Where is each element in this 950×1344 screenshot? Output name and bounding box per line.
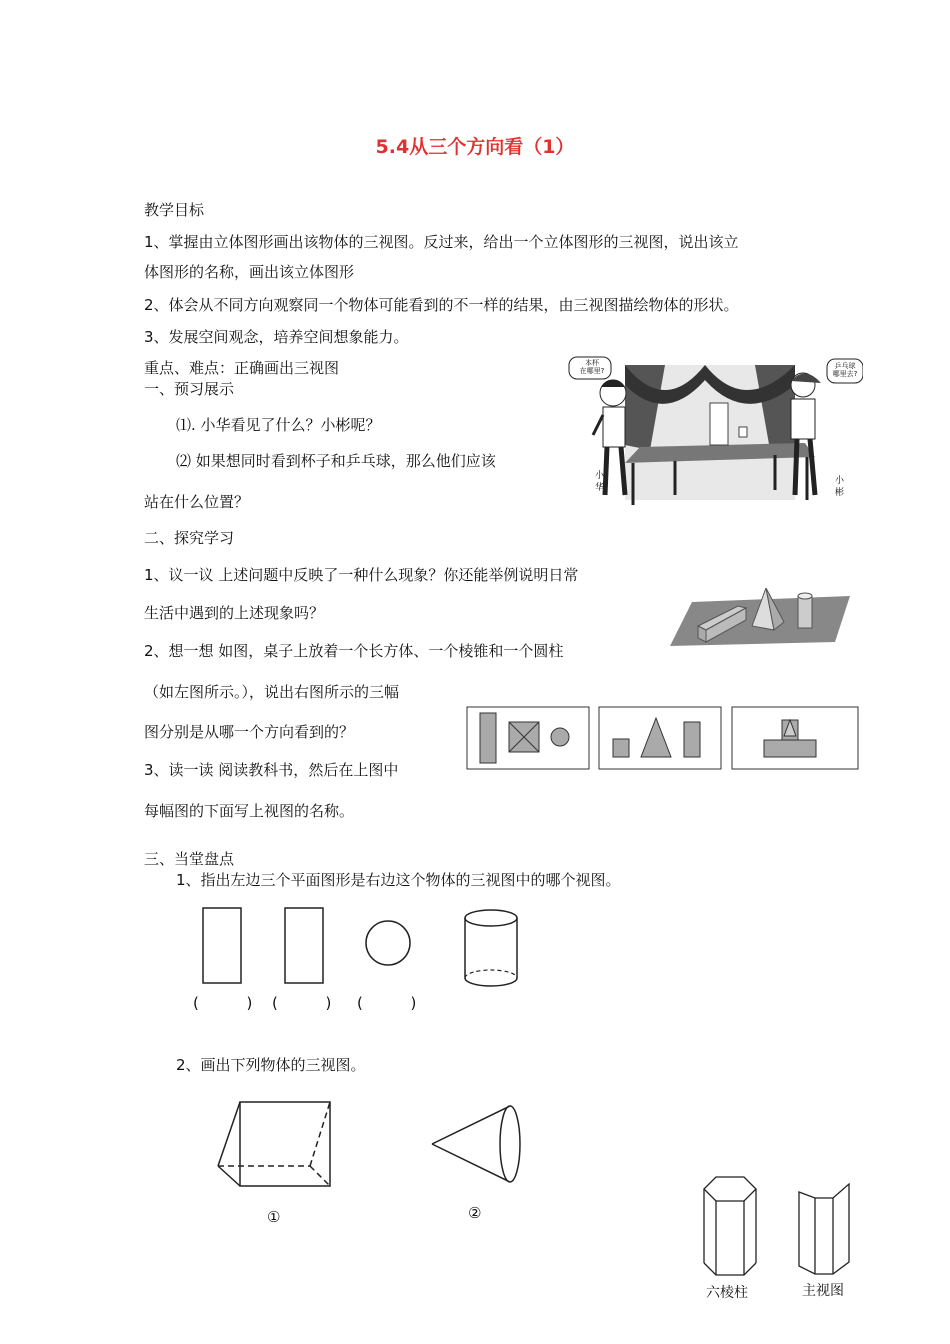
kid-name-left: 小 华 (595, 471, 605, 493)
rectangle-view-1 (203, 908, 241, 983)
exercise-line: 2、画出下列物体的三视图。 (176, 1056, 366, 1074)
front-view-label: 主视图 (802, 1283, 844, 1299)
kid-left-body (603, 407, 625, 447)
bottle-shape (710, 403, 728, 445)
cylinder-shape (798, 596, 812, 628)
cylinder-object (465, 910, 517, 926)
cup-shape (739, 427, 747, 437)
text-line: 图分别是从哪一个方向看到的？ (144, 723, 355, 741)
speech-bubble-right-text: 乒乓球 哪里去? (832, 362, 858, 378)
text-line: 3、读一读 阅读教科书，然后在上图中 (144, 761, 399, 779)
kid-name-right: 小 彬 (835, 476, 845, 498)
text-line: 1、议一议 上述问题中反映了一种什么现象？你还能举例说明日常 (144, 566, 579, 584)
page-title: 5.4从三个方向看（1） (375, 136, 575, 158)
text-line: 重点、难点：正确画出三视图 (144, 359, 340, 377)
answer-blank-1[interactable]: ( ) (193, 994, 253, 1012)
exercise-line: 1、指出左边三个平面图形是右边这个物体的三视图中的哪个视图。 (176, 871, 621, 889)
cone-solid-figure (430, 1102, 526, 1186)
text-line: （如左图所示。），说出右图所示的三幅 (144, 683, 400, 701)
prism-label: 六棱柱 (706, 1285, 748, 1301)
section-heading-review: 三、当堂盘点 (144, 850, 235, 868)
prism-solid-figure (212, 1098, 338, 1194)
figure-label-1: ① (267, 1208, 281, 1226)
question-line: ⑵ 如果想同时看到杯子和乒乓球，那么他们应该 (176, 452, 496, 470)
text-line: 1、掌握由立体图形画出该物体的三视图。反过来，给出一个立体图形的三视图，说出该立 (144, 233, 739, 251)
rectangle-view-2 (285, 908, 323, 983)
text-line: 每幅图的下面写上视图的名称。 (144, 802, 355, 820)
solids-on-table-figure (670, 588, 855, 648)
section-heading-objectives: 教学目标 (144, 201, 205, 219)
text-line: 3、发展空间观念，培养空间想象能力。 (144, 328, 409, 346)
question-line: 站在什么位置？ (144, 493, 250, 511)
text-line: 2、想一想 如图，桌子上放着一个长方体、一个棱锥和一个圆柱 (144, 642, 564, 660)
scene-illustration (565, 355, 863, 515)
kid-right-body (791, 399, 815, 439)
figure-label-2: ② (468, 1204, 482, 1222)
hexagonal-prism-figure (700, 1175, 760, 1280)
speech-bubble-left-text: 本杯 在哪里? (579, 359, 605, 375)
question-line: ⑴. 小华看见了什么？小彬呢？ (176, 416, 381, 434)
three-views-figure (466, 706, 860, 772)
front-view-figure (795, 1182, 853, 1278)
text-line: 2、体会从不同方向观察同一个物体可能看到的不一样的结果，由三视图描绘物体的形状。 (144, 296, 739, 314)
circle-view (366, 921, 410, 965)
section-heading-preview: 一、预习展示 (144, 380, 235, 398)
text-line: 生活中遇到的上述现象吗？ (144, 604, 325, 622)
answer-blank-2[interactable]: ( ) (272, 994, 332, 1012)
text-line: 体图形的名称，画出该立体图形 (144, 263, 355, 281)
answer-blank-3[interactable]: ( ) (357, 994, 417, 1012)
section-heading-explore: 二、探究学习 (144, 529, 235, 547)
